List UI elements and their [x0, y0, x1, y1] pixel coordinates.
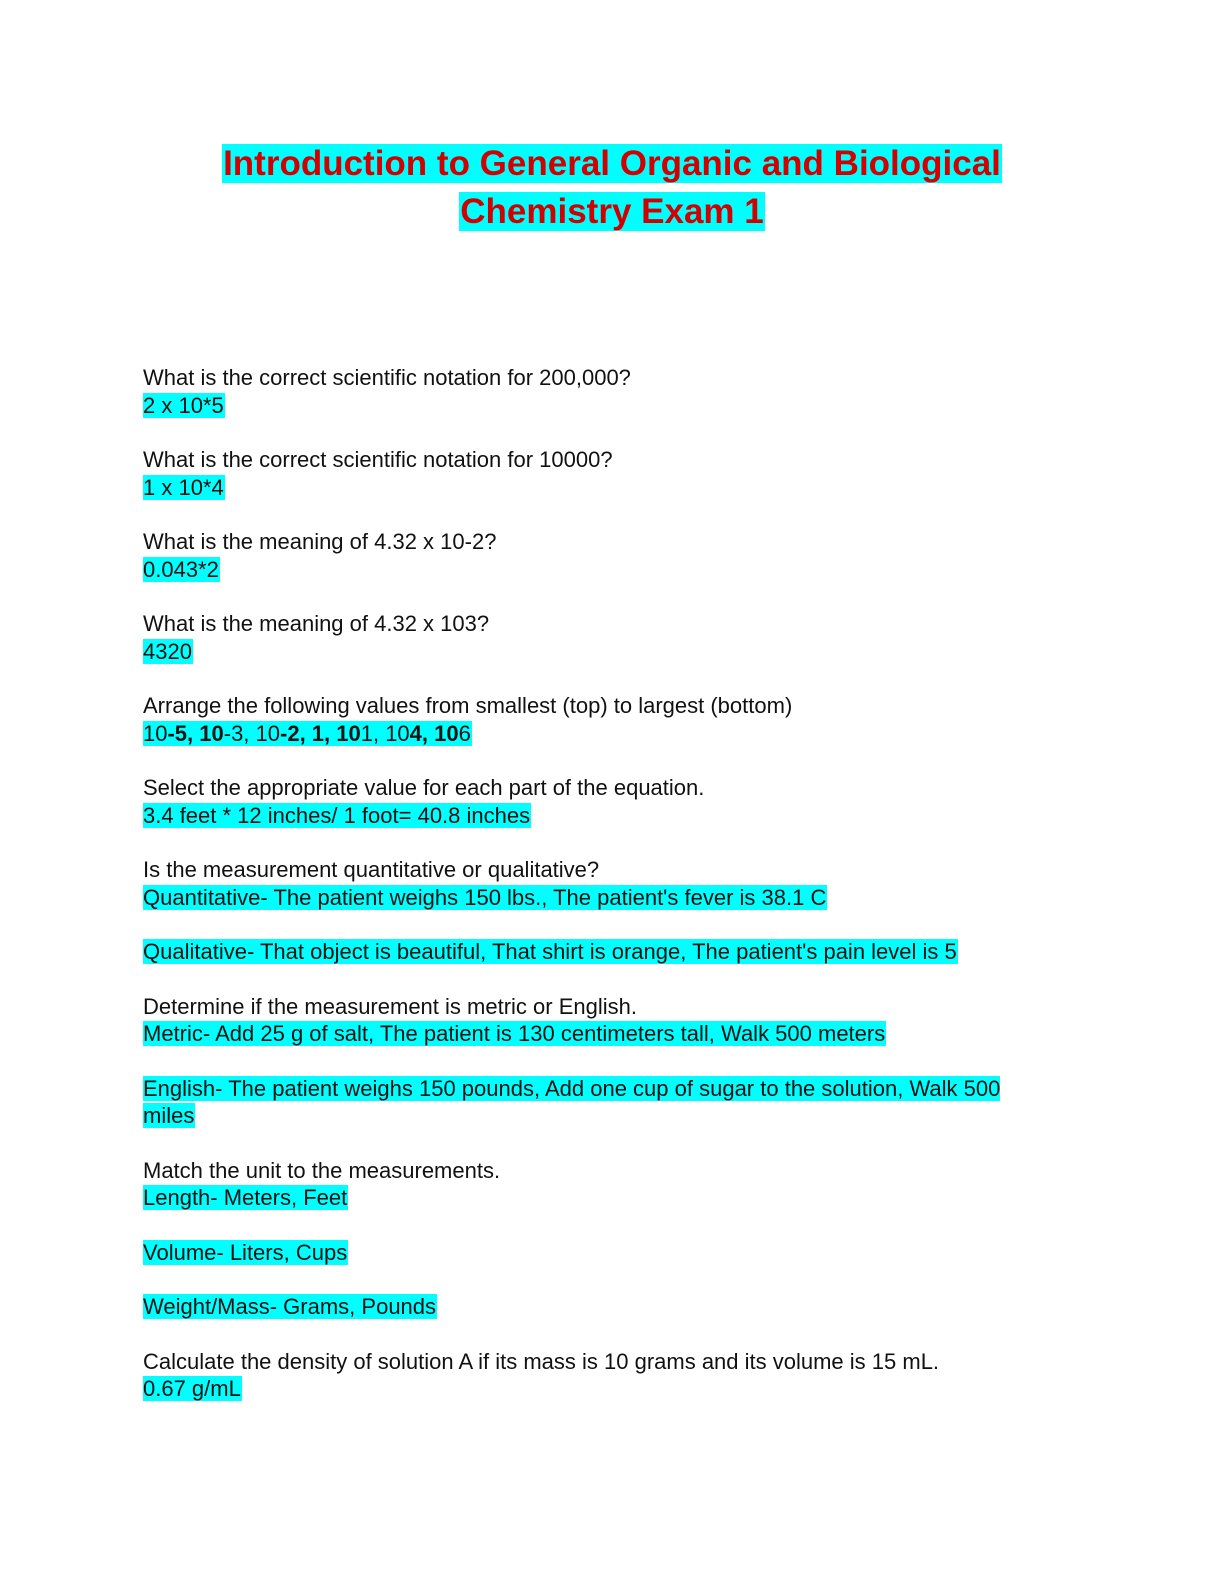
answer-segment: -2, 1, 10	[280, 720, 361, 746]
answer-text: English- The patient weighs 150 pounds, Add one cup of sugar to the solution, Walk 500 miles	[143, 1075, 1001, 1128]
qa-item	[143, 364, 1043, 419]
answer-text: 1 x 10*4	[143, 474, 224, 500]
question-text: Determine if the measurement is metric or English.	[143, 993, 637, 1019]
qa-item	[143, 1157, 1043, 1321]
answer-text: Quantitative- The patient weighs 150 lbs., The patient's fever is 38.1 C	[143, 884, 827, 910]
question-text: Match the unit to the measurements.	[143, 1157, 501, 1183]
answer-segment: 6	[458, 720, 471, 746]
ordered-values-answer	[143, 721, 472, 746]
question-text: Arrange the following values from smallest (top) to largest (bottom)	[143, 693, 793, 718]
answer-text: Length- Meters, Feet	[143, 1185, 348, 1210]
answer-text: Qualitative- That object is beautiful, That shirt is orange, The patient's pain level is 5	[143, 939, 957, 964]
question-text: Select the appropriate value for each part of the equation.	[143, 775, 705, 800]
title-line-2: Chemistry Exam 1	[460, 192, 764, 231]
question-text: Calculate the density of solution A if its mass is 10 grams and its volume is 15 mL.	[143, 1348, 940, 1374]
document-title	[0, 140, 1224, 236]
answer-text: Metric- Add 25 g of salt, The patient is 130 centimeters tall, Walk 500 meters	[143, 1021, 886, 1046]
answer-text	[143, 720, 1043, 748]
answer-text: 2 x 10*5	[143, 392, 224, 418]
answer-text: 4320	[143, 638, 192, 664]
answer-segment: -5, 10	[167, 720, 224, 746]
qa-item	[143, 856, 1043, 966]
question-text: Is the measurement quantitative or qualitative?	[143, 857, 600, 882]
qa-item	[143, 528, 1043, 583]
question-text: What is the correct scientific notation for 200,000?	[143, 365, 631, 390]
answer-text: 3.4 feet * 12 inches/ 1 foot= 40.8 inches	[143, 802, 531, 828]
answer-segment: -3, 10	[223, 720, 281, 746]
answer-text: Weight/Mass- Grams, Pounds	[143, 1294, 437, 1319]
question-text: What is the meaning of 4.32 x 10-2?	[143, 529, 497, 554]
qa-item	[143, 692, 1043, 747]
title-line-1: Introduction to General Organic and Biological	[223, 144, 1001, 183]
qa-item	[143, 1348, 1043, 1403]
answer-segment: 4, 10	[409, 720, 459, 746]
question-text: What is the meaning of 4.32 x 103?	[143, 611, 490, 636]
question-list	[143, 364, 1043, 1430]
qa-item	[143, 610, 1043, 665]
qa-item	[143, 993, 1043, 1130]
answer-segment: 10	[143, 720, 168, 746]
qa-item	[143, 774, 1043, 829]
answer-text: 0.043*2	[143, 556, 219, 582]
answer-text: 0.67 g/mL	[143, 1376, 241, 1401]
answer-segment: 1, 10	[360, 720, 410, 746]
answer-text: Volume- Liters, Cups	[143, 1239, 348, 1265]
qa-item	[143, 446, 1043, 501]
question-text: What is the correct scientific notation for 10000?	[143, 447, 613, 472]
